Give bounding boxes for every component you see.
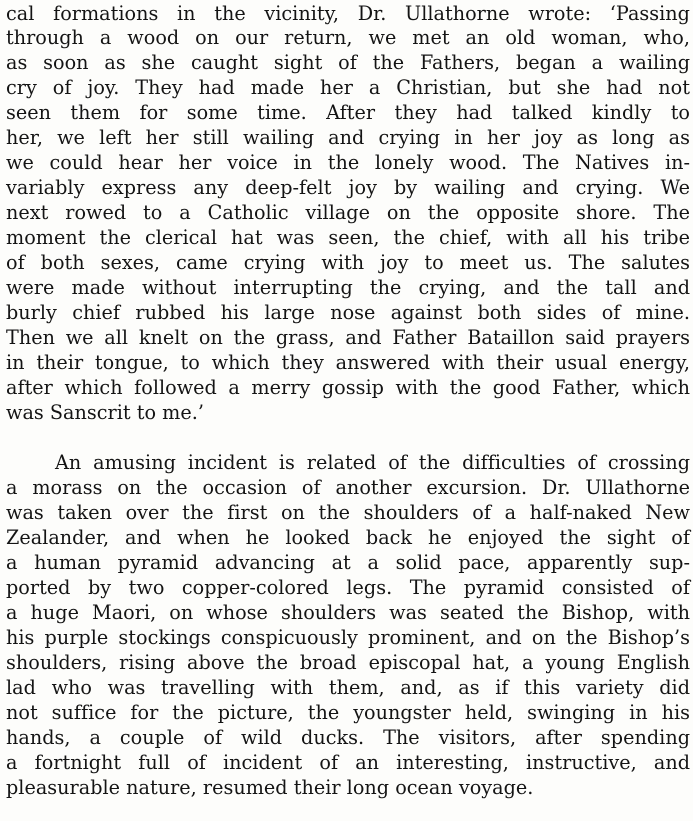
text-line: seen them for some time. After they had talked kindly to [6, 101, 690, 124]
text-line: cry of joy. They had made her a Christian, but she had not [6, 76, 690, 99]
text-line: not suffice for the picture, the youngster held, swinging in his [6, 701, 690, 724]
text-line: variably express any deep-felt joy by wailing and crying. We [6, 176, 690, 199]
text-line: were made without interrupting the crying, and the tall and [6, 276, 690, 299]
text-line: as soon as she caught sight of the Fathers, began a wailing [6, 51, 690, 74]
text-line: his purple stockings conspicuously prominent, and on the Bishop’s [6, 626, 690, 649]
text-line: moment the clerical hat was seen, the chief, with all his tribe [6, 226, 690, 249]
text-line: next rowed to a Catholic village on the opposite shore. The [6, 201, 690, 224]
text-line: Then we all knelt on the grass, and Father Bataillon said prayers [6, 326, 690, 349]
text-line: was taken over the first on the shoulders of a half-naked New [6, 501, 690, 524]
text-line: a fortnight full of incident of an interesting, instructive, and [6, 751, 690, 774]
text-line: cal formations in the vicinity, Dr. Ullathorne wrote: ‘Passing [6, 2, 690, 25]
text-line: of both sexes, came crying with joy to meet us. The salutes [6, 251, 690, 274]
text-line: shoulders, rising above the broad episcopal hat, a young English [6, 651, 690, 674]
text-line: was Sanscrit to me.’ [6, 401, 204, 424]
text-line: Zealander, and when he looked back he enjoyed the sight of [6, 526, 690, 549]
text-line: a human pyramid advancing at a solid pace, apparently sup- [6, 551, 690, 574]
text-line: An amusing incident is related of the difficulties of crossing [55, 451, 690, 474]
text-line: a morass on the occasion of another excursion. Dr. Ullathorne [6, 476, 690, 499]
text-line: through a wood on our return, we met an old woman, who, [6, 26, 690, 49]
text-line: hands, a couple of wild ducks. The visitors, after spending [6, 726, 690, 749]
text-line: ported by two copper-colored legs. The pyramid consisted of [6, 576, 690, 599]
text-line: pleasurable nature, resumed their long ocean voyage. [6, 776, 534, 799]
text-line: in their tongue, to which they answered with their usual energy, [6, 351, 690, 374]
text-line: lad who was travelling with them, and, as if this variety did [6, 676, 690, 699]
text-line: burly chief rubbed his large nose against both sides of mine. [6, 301, 690, 324]
text-line: a huge Maori, on whose shoulders was seated the Bishop, with [6, 601, 690, 624]
text-line: we could hear her voice in the lonely wood. The Natives in- [6, 151, 690, 174]
text-line: her, we left her still wailing and crying in her joy as long as [6, 126, 690, 149]
text-line: after which followed a merry gossip with the good Father, which [6, 376, 690, 399]
